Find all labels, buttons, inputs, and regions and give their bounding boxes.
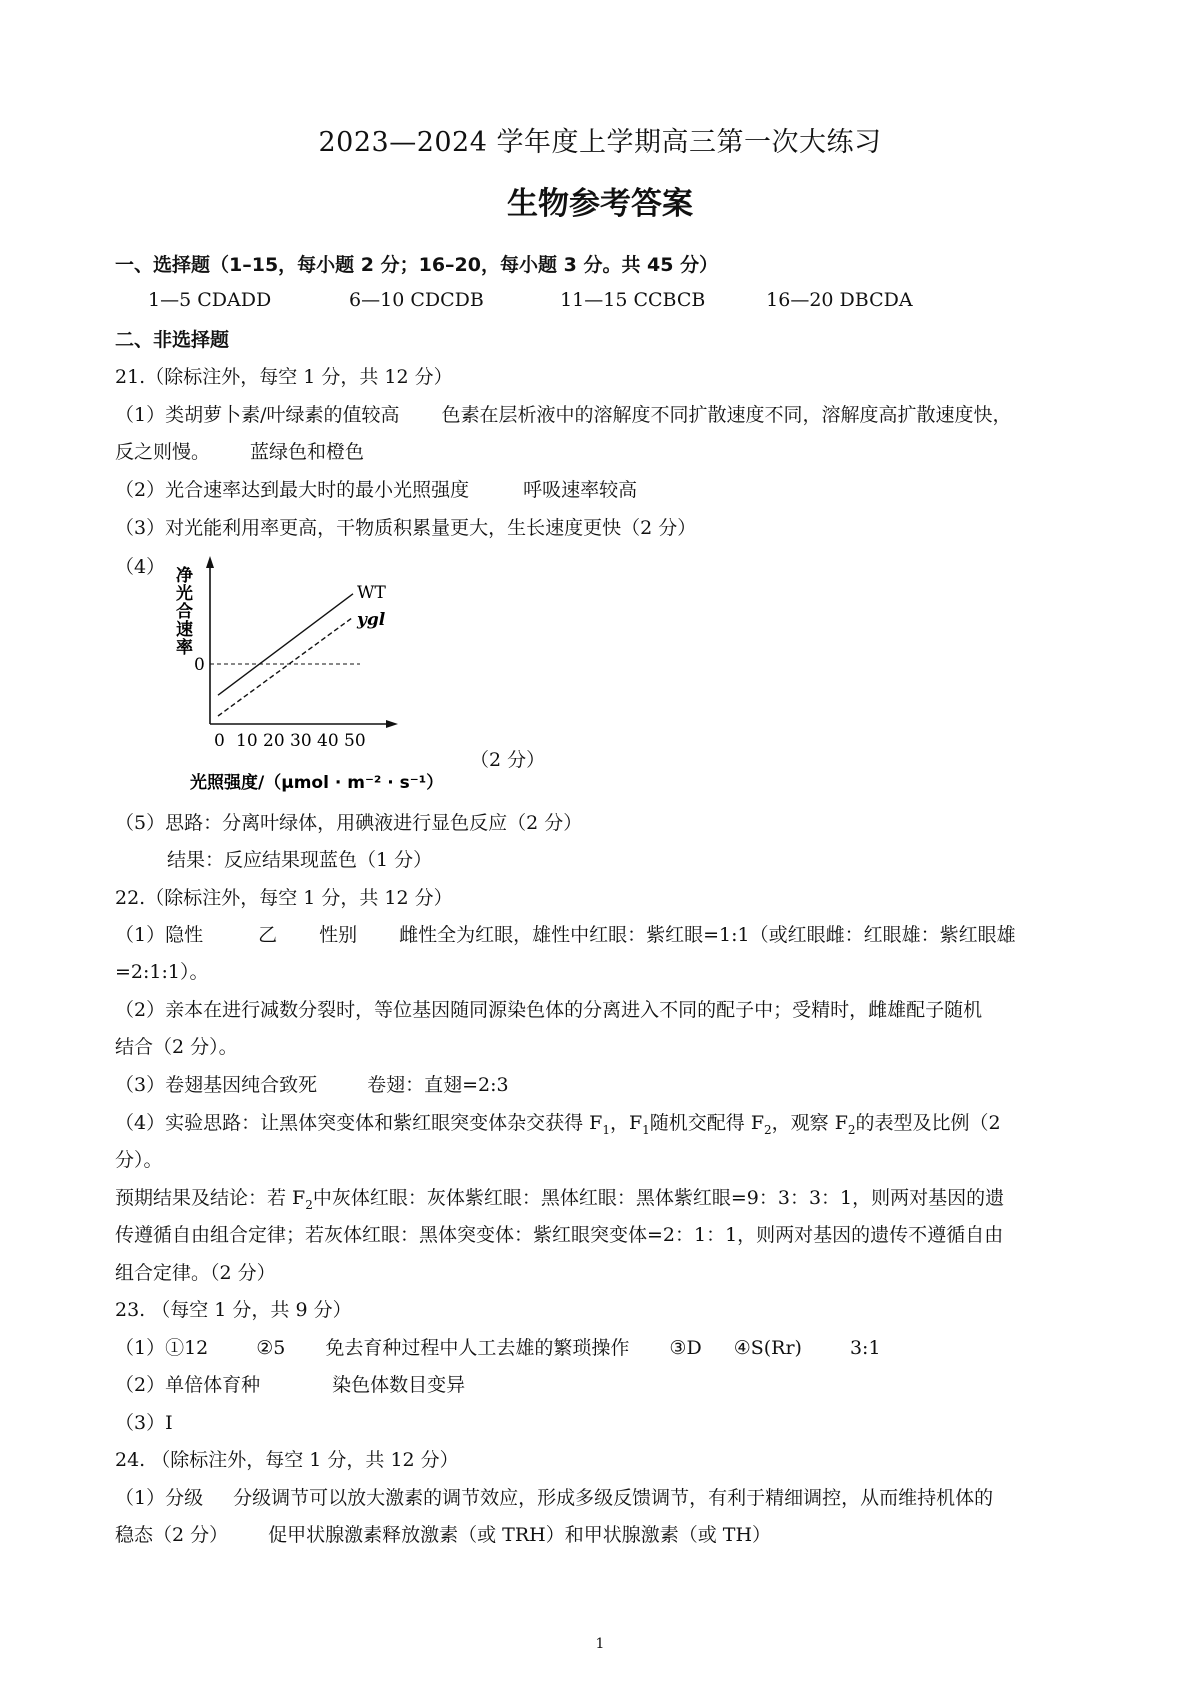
q23-part1	[115, 1333, 1100, 1363]
mc-answer-group: 11—15 CCBCB	[560, 289, 706, 311]
mc-answers	[148, 285, 1133, 315]
q22-header: 22.（除标注外，每空 1 分，共 12 分）	[115, 887, 453, 909]
answer-text: 的表型及比例（2	[855, 1112, 1001, 1134]
series-line-ygl	[218, 617, 353, 716]
q22-part2: （2）亲本在进行减数分裂时，等位基因随同源染色体的分离进入不同的配子中；受精时，雌雄配子随机	[115, 999, 983, 1021]
q21-part5-result: 结果：反应结果现蓝色（1 分）	[167, 849, 433, 871]
series-label: ygl	[357, 610, 386, 631]
x-axis-arrow	[386, 720, 398, 728]
q24-header: 24. （除标注外，每空 1 分，共 12 分）	[115, 1449, 459, 1471]
subscript: 2	[305, 1197, 313, 1212]
q23-header: 23. （每空 1 分，共 9 分）	[115, 1299, 352, 1321]
y-tick-label: 0	[194, 655, 205, 675]
q21-part4-label: （4）	[115, 556, 166, 578]
q22-part4	[115, 1108, 1100, 1145]
answer-text: 呼吸速率较高	[523, 479, 638, 501]
answer-text: （1）分级	[115, 1487, 204, 1509]
answer-text: 中灰体红眼：灰体紫红眼：黑体红眼：黑体紫红眼=9：3：3：1，则两对基因的遗	[312, 1187, 1005, 1209]
answer-text: 染色体数目变异	[332, 1374, 466, 1396]
y-axis-arrow	[206, 556, 214, 568]
photosynthesis-chart	[160, 552, 460, 792]
answer-text: 3:1	[849, 1337, 881, 1359]
q24-part1	[115, 1483, 1100, 1513]
q22-part3	[115, 1070, 1100, 1100]
mc-answer-group: 1—5 CDADD	[148, 289, 272, 311]
q21-part3: （3）对光能利用率更高，干物质积累量更大，生长速度更快（2 分）	[115, 517, 697, 539]
q23-part2	[115, 1370, 1100, 1400]
subscript: 2	[764, 1122, 772, 1137]
subscript: 1	[602, 1122, 610, 1137]
answer-text: 随机交配得 F	[649, 1112, 765, 1134]
answer-text: （2）单倍体育种	[115, 1374, 261, 1396]
x-tick-label: 50	[344, 731, 366, 751]
answer-text: 分级调节可以放大激素的调节效应，形成多级反馈调节，有利于精细调控，从而维持机体的	[233, 1487, 994, 1509]
mc-answer-group: 6—10 CDCDB	[349, 289, 484, 311]
series-line-wt	[218, 594, 353, 695]
answer-text: 免去育种过程中人工去雄的繁琐操作	[325, 1337, 630, 1359]
answer-text: （1）类胡萝卜素/叶绿素的值较高	[115, 404, 400, 426]
answer-text: 性别	[319, 924, 358, 946]
answer-text: （3）卷翅基因纯合致死	[115, 1074, 318, 1096]
x-tick-label: 0	[214, 731, 225, 751]
q22-part4-cont: 分）。	[115, 1149, 163, 1171]
answer-text: ③D	[669, 1337, 702, 1359]
answer-text: （2）光合速率达到最大时的最小光照强度	[115, 479, 470, 501]
answer-text: 稳态（2 分）	[115, 1524, 229, 1546]
q21-part1	[115, 400, 1100, 430]
x-axis-label: 光照强度/（μmol · m⁻² · s⁻¹）	[190, 773, 444, 792]
x-tick-label: 10	[236, 731, 258, 751]
document-title: 2023—2024 学年度上学期高三第一次大练习	[318, 127, 882, 158]
q22-prediction-end: 组合定律。（2 分）	[115, 1262, 276, 1284]
answer-text: （4）实验思路：让黑体突变体和紫红眼突变体杂交获得 F	[115, 1112, 603, 1134]
q22-part2-cont: 结合（2 分）。	[115, 1036, 238, 1058]
answer-text: ，F	[609, 1112, 643, 1134]
answer-text: 乙	[258, 924, 278, 946]
series-label: WT	[357, 582, 386, 603]
answer-text: ④S(Rr)	[733, 1337, 802, 1359]
mc-answer-group: 16—20 DBCDA	[766, 289, 913, 311]
q23-part3: （3）Ⅰ	[115, 1412, 173, 1434]
answer-text: 促甲状腺激素释放激素（或 TRH）和甲状腺激素（或 TH）	[268, 1524, 772, 1546]
q24-part1-cont	[115, 1520, 1100, 1550]
q21-part5-idea: （5）思路：分离叶绿体，用碘液进行显色反应（2 分）	[115, 812, 583, 834]
q22-prediction	[115, 1183, 1100, 1220]
answer-text: 预期结果及结论：若 F	[115, 1187, 306, 1209]
q22-part1	[115, 920, 1100, 950]
q22-part1-cont: =2:1:1）。	[115, 961, 209, 983]
x-tick-label: 20	[263, 731, 285, 751]
x-tick-label: 40	[317, 731, 339, 751]
q21-header: 21.（除标注外，每空 1 分，共 12 分）	[115, 366, 453, 388]
answer-text: ，观察 F	[771, 1112, 848, 1134]
subscript: 1	[642, 1122, 650, 1137]
answer-text: （1）①12	[115, 1337, 209, 1359]
q22-prediction-cont: 传遵循自由组合定律；若灰体红眼：黑体突变体：紫红眼突变体=2：1：1，则两对基因的遗传不遵循自由	[115, 1224, 1004, 1246]
answer-text: 色素在层析液中的溶解度不同扩散速度不同，溶解度高扩散速度快，	[441, 404, 1012, 426]
answer-text: 反之则慢。	[115, 441, 211, 463]
subscript: 2	[847, 1122, 856, 1137]
q21-part1-cont	[115, 437, 1100, 467]
page-number: 1	[595, 1636, 605, 1652]
y-axis-label: 净光合速率	[172, 566, 192, 656]
section2-heading: 二、非选择题	[115, 329, 230, 351]
answer-text: ②5	[256, 1337, 286, 1359]
answer-text: 雌性全为红眼，雄性中红眼：紫红眼=1:1（或红眼雌：红眼雄：紫红眼雄	[399, 924, 1016, 946]
q21-part2	[115, 475, 1100, 505]
answer-text: （1）隐性	[115, 924, 204, 946]
answer-text: 卷翅：直翅=2:3	[367, 1074, 509, 1096]
x-tick-label: 30	[290, 731, 312, 751]
document-subtitle: 生物参考答案	[507, 186, 693, 222]
answer-text: 蓝绿色和橙色	[250, 441, 365, 463]
section1-heading: 一、选择题（1–15，每小题 2 分；16–20，每小题 3 分。共 45 分）	[115, 254, 719, 276]
q21-part4-score: （2 分）	[470, 749, 546, 771]
